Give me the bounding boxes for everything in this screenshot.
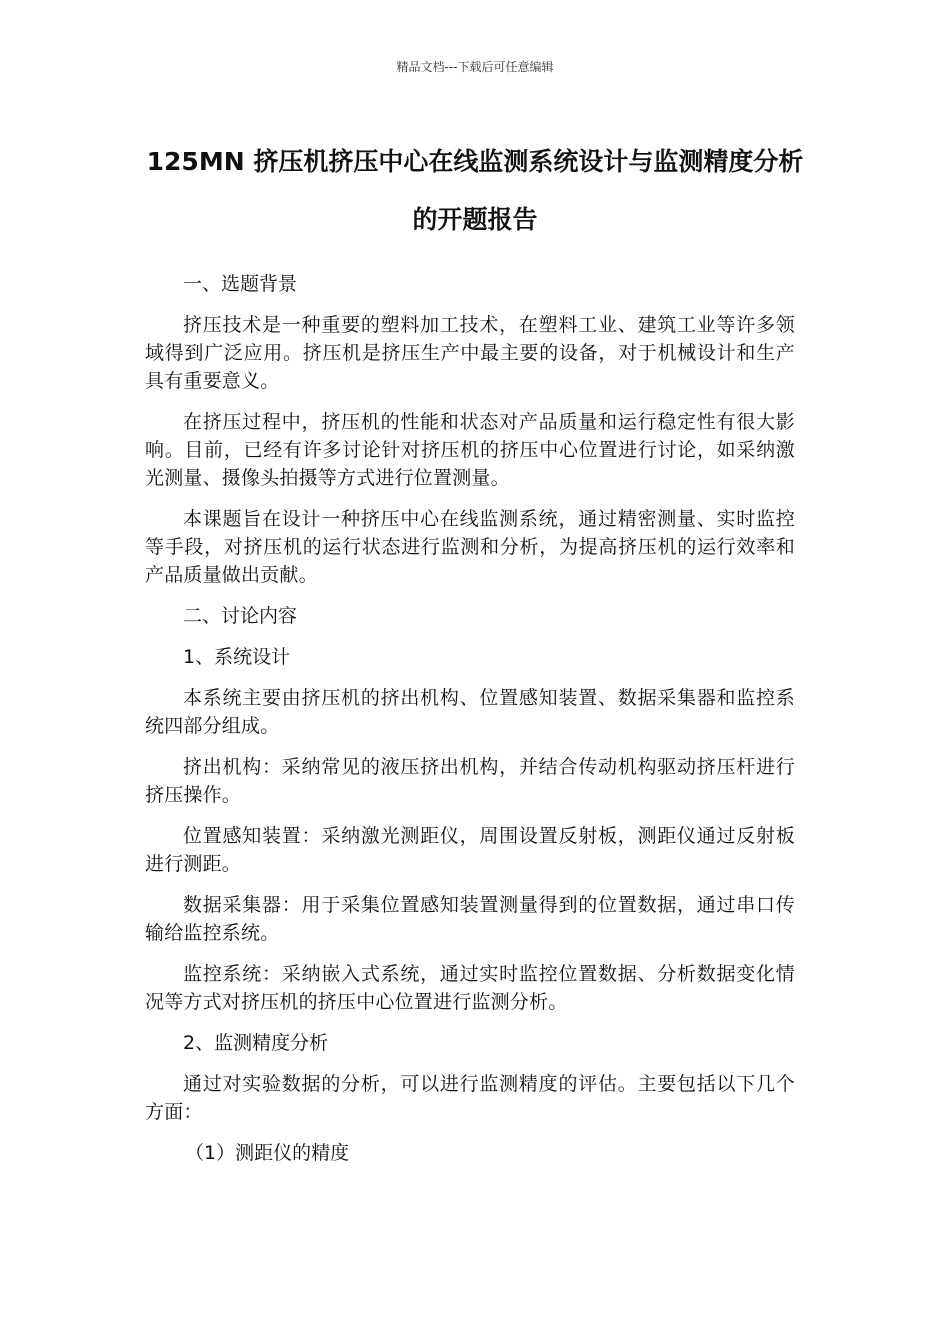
paragraph: 位置感知装置：采纳激光测距仪，周围设置反射板，测距仪通过反射板进行测距。 bbox=[145, 825, 795, 875]
subsection-heading-precision-analysis: 2、监测精度分析 bbox=[183, 1032, 329, 1054]
list-item: （1）测距仪的精度 bbox=[185, 1142, 350, 1164]
paragraph: 挤压技术是一种重要的塑料加工技术，在塑料工业、建筑工业等许多领域得到广泛应用。挤压机是挤压生产中最主要的设备，对于机械设计和生产具有重要意义。 bbox=[145, 314, 795, 392]
section-heading-background: 一、选题背景 bbox=[183, 273, 298, 295]
paragraph: 通过对实验数据的分析，可以进行监测精度的评估。主要包括以下几个方面： bbox=[145, 1073, 795, 1123]
paragraph: 本系统主要由挤压机的挤出机构、位置感知装置、数据采集器和监控系统四部分组成。 bbox=[145, 687, 795, 737]
document-body bbox=[145, 270, 795, 1180]
document-title: 125MN 挤压机挤压中心在线监测系统设计与监测精度分析的开题报告 bbox=[146, 147, 804, 234]
paragraph: 挤出机构：采纳常见的液压挤出机构，并结合传动机构驱动挤压杆进行挤压操作。 bbox=[145, 756, 795, 806]
paragraph: 本课题旨在设计一种挤压中心在线监测系统，通过精密测量、实时监控等手段，对挤压机的运行状态进行监测和分析，为提高挤压机的运行效率和产品质量做出贡献。 bbox=[145, 508, 795, 586]
subsection-heading-system-design: 1、系统设计 bbox=[183, 646, 291, 668]
header-note: 精品文档---下载后可任意编辑 bbox=[396, 60, 554, 74]
paragraph: 在挤压过程中，挤压机的性能和状态对产品质量和运行稳定性有很大影响。目前，已经有许多讨论针对挤压机的挤压中心位置进行讨论，如采纳激光测量、摄像头拍摄等方式进行位置测量。 bbox=[145, 411, 795, 489]
paragraph: 数据采集器：用于采集位置感知装置测量得到的位置数据，通过串口传输给监控系统。 bbox=[145, 894, 795, 944]
section-heading-content: 二、讨论内容 bbox=[183, 605, 298, 627]
paragraph: 监控系统：采纳嵌入式系统，通过实时监控位置数据、分析数据变化情况等方式对挤压机的挤压中心位置进行监测分析。 bbox=[145, 963, 795, 1013]
